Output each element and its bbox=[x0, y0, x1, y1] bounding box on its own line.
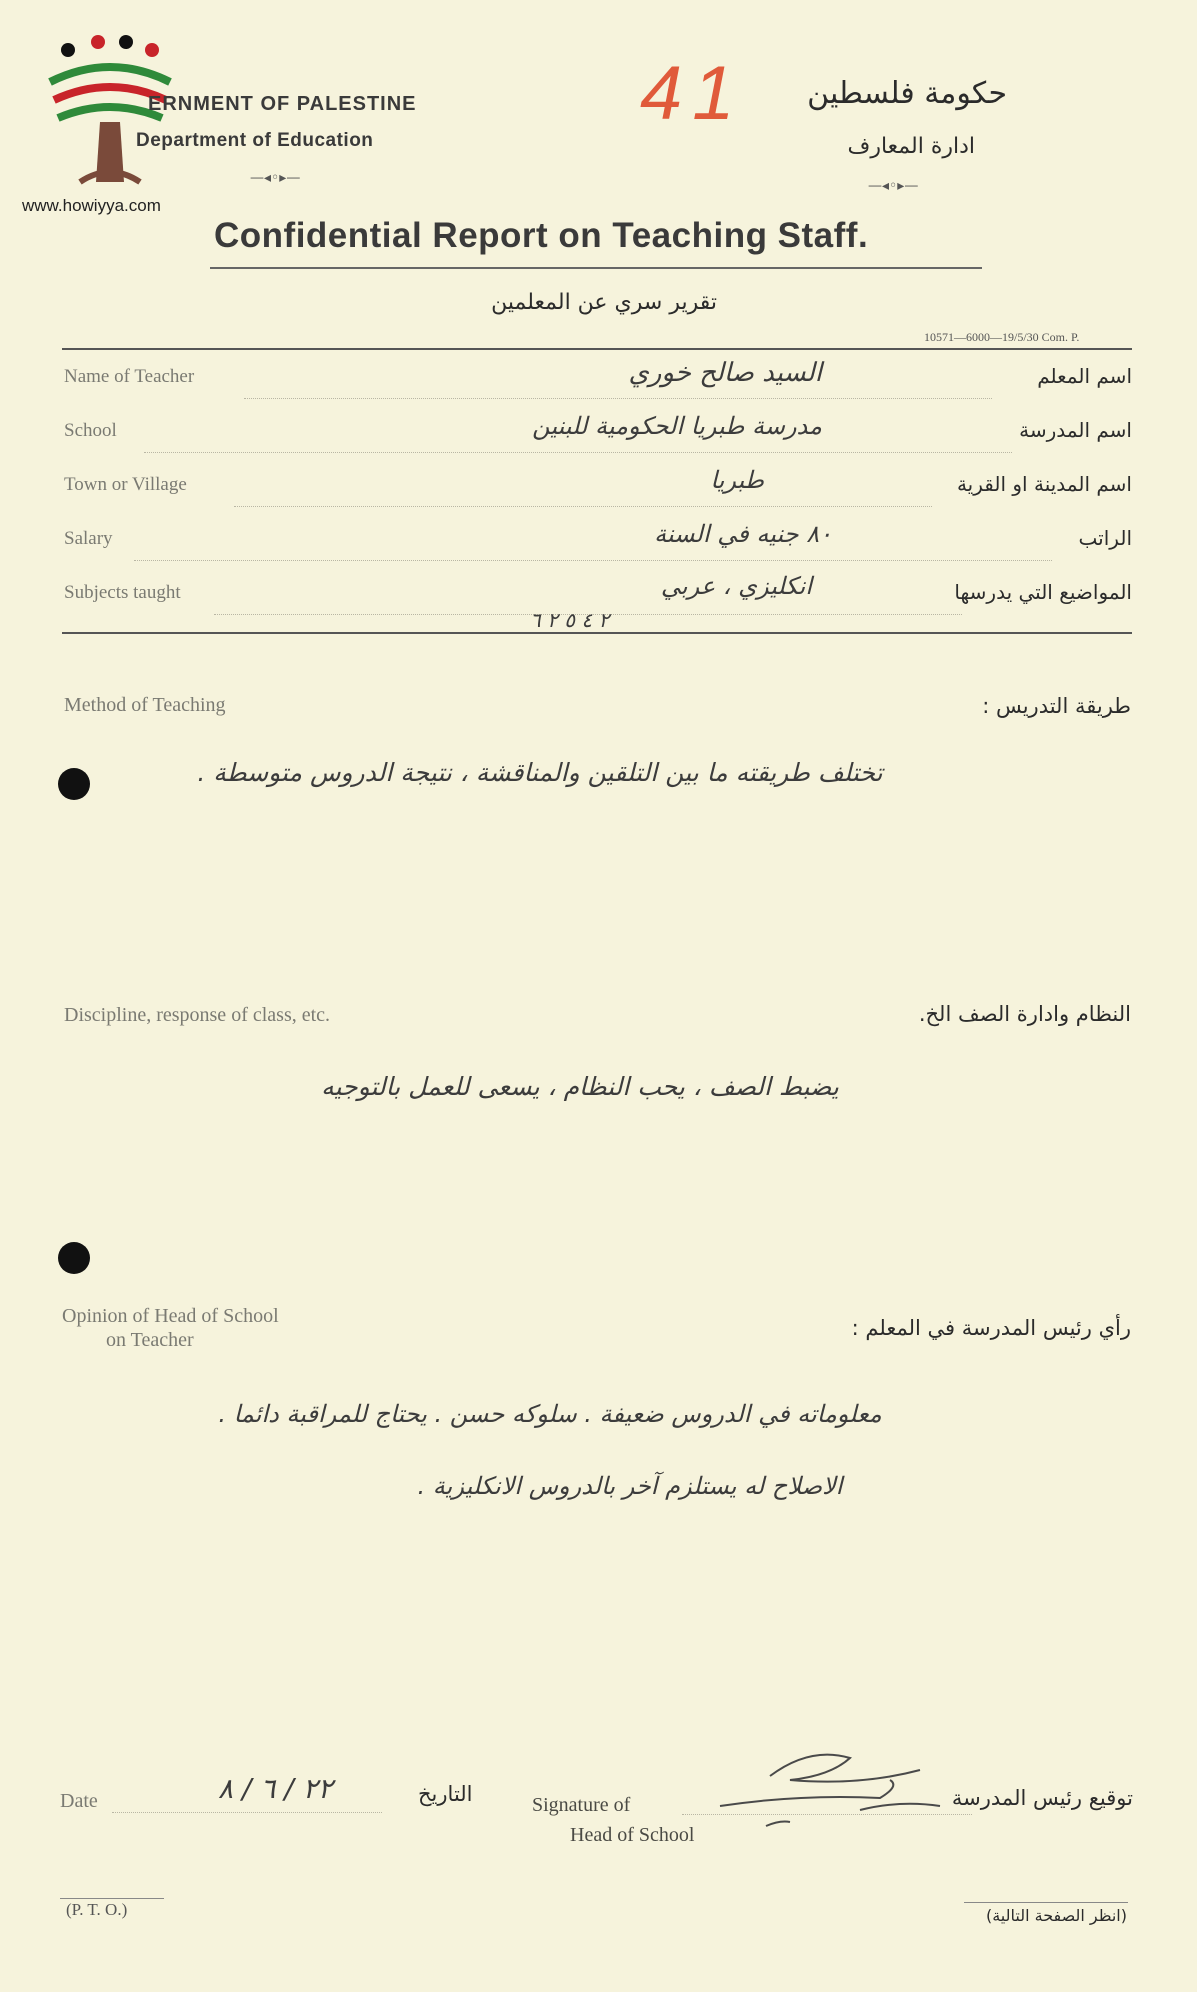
header-rule bbox=[62, 348, 1132, 350]
field-value: السيد صالح خوري bbox=[628, 358, 822, 388]
government-title-ar: حكومة فلسطين bbox=[807, 76, 1007, 111]
date-label-ar: التاريخ bbox=[418, 1782, 473, 1806]
report-title-ar: تقرير سري عن المعلمين bbox=[491, 290, 717, 315]
field-label-ar: المواضيع التي يدرسها bbox=[954, 580, 1132, 604]
title-underline bbox=[210, 267, 982, 269]
field-value: ٨٠ جنيه في السنة bbox=[654, 520, 832, 548]
field-label-ar: اسم المدرسة bbox=[1019, 418, 1132, 442]
form-code: 10571—6000—19/5/30 Com. P. bbox=[924, 330, 1080, 344]
head-signature bbox=[680, 1736, 980, 1840]
opinion-label-line-2: on Teacher bbox=[106, 1329, 194, 1351]
date-value: ٢٢ / ٦ / ٨ bbox=[218, 1772, 333, 1805]
method-label-ar: طريقة التدريس : bbox=[982, 694, 1131, 718]
field-value: انكليزي ، عربي bbox=[660, 572, 812, 600]
pto-ar: (انظر الصفحة التالية) bbox=[985, 1906, 1127, 1925]
field-label-en: Town or Village bbox=[64, 474, 187, 495]
date-line bbox=[112, 1812, 382, 1813]
government-title-en: ERNMENT OF PALESTINE bbox=[148, 93, 417, 115]
date-label-en: Date bbox=[60, 1790, 98, 1812]
signature-label-en bbox=[532, 1790, 694, 1850]
method-text: تختلف طريقته ما بين التلقين والمناقشة ، نتيجة الدروس متوسطة . bbox=[197, 758, 883, 787]
report-title-en: Confidential Report on Teaching Staff. bbox=[214, 216, 869, 255]
watermark-site: www.howiyya.com bbox=[22, 196, 161, 215]
field-label-en: Name of Teacher bbox=[64, 366, 195, 387]
subjects-note: ٢ ٤ ٥ ٢ ٦ bbox=[530, 608, 610, 632]
field-school bbox=[64, 412, 1132, 462]
page-number: 41 bbox=[640, 51, 745, 136]
discipline-label-ar: النظام وادارة الصف الخ. bbox=[918, 1002, 1131, 1026]
ornament-left: —◂◦▸— bbox=[250, 170, 301, 186]
field-label-ar: الراتب bbox=[1078, 526, 1132, 550]
punch-hole bbox=[58, 768, 90, 800]
department-title-ar: ادارة المعارف bbox=[847, 134, 975, 159]
field-label-en: Subjects taught bbox=[64, 582, 181, 603]
signature-label-line-2: Head of School bbox=[570, 1824, 695, 1846]
field-label-en: Salary bbox=[64, 528, 113, 549]
field-label-ar: اسم المعلم bbox=[1037, 364, 1132, 388]
signature-label-ar: توقيع رئيس المدرسة bbox=[951, 1786, 1133, 1810]
opinion-label-en bbox=[62, 1304, 279, 1352]
ornament-right: —◂◦▸— bbox=[868, 178, 919, 194]
discipline-label-en: Discipline, response of class, etc. bbox=[64, 1004, 331, 1026]
field-value: مدرسة طبريا الحكومية للبنين bbox=[532, 412, 822, 440]
field-label-en: School bbox=[64, 420, 117, 441]
field-label-ar: اسم المدينة او القرية bbox=[956, 472, 1132, 496]
pto-en-line bbox=[60, 1898, 164, 1899]
department-title-en: Department of Education bbox=[136, 130, 374, 151]
field-name-of-teacher bbox=[64, 358, 1132, 408]
fields-bottom-rule bbox=[62, 632, 1132, 634]
pto-en: (P. T. O.) bbox=[66, 1900, 128, 1919]
opinion-label-line-1: Opinion of Head of School bbox=[62, 1305, 279, 1327]
signature-label-line-1: Signature of bbox=[532, 1794, 631, 1816]
punch-hole bbox=[58, 1242, 90, 1274]
pto-ar-line bbox=[964, 1902, 1128, 1903]
method-label-en: Method of Teaching bbox=[64, 694, 226, 716]
field-line bbox=[144, 452, 1012, 453]
opinion-text-line-2: الاصلاح له يستلزم آخر بالدروس الانكليزية . bbox=[417, 1472, 843, 1500]
opinion-text-line-1: معلوماته في الدروس ضعيفة . سلوكه حسن . يحتاج للمراقبة دائما . bbox=[218, 1400, 882, 1428]
field-value: طبريا bbox=[710, 466, 764, 494]
discipline-text: يضبط الصف ، يحب النظام ، يسعى للعمل بالتوجيه bbox=[321, 1072, 839, 1101]
opinion-label-ar: رأي رئيس المدرسة في المعلم : bbox=[851, 1316, 1131, 1340]
field-line bbox=[234, 506, 932, 507]
field-salary bbox=[64, 520, 1132, 570]
field-line bbox=[244, 398, 992, 399]
field-line bbox=[134, 560, 1052, 561]
field-town-or-village bbox=[64, 466, 1132, 516]
